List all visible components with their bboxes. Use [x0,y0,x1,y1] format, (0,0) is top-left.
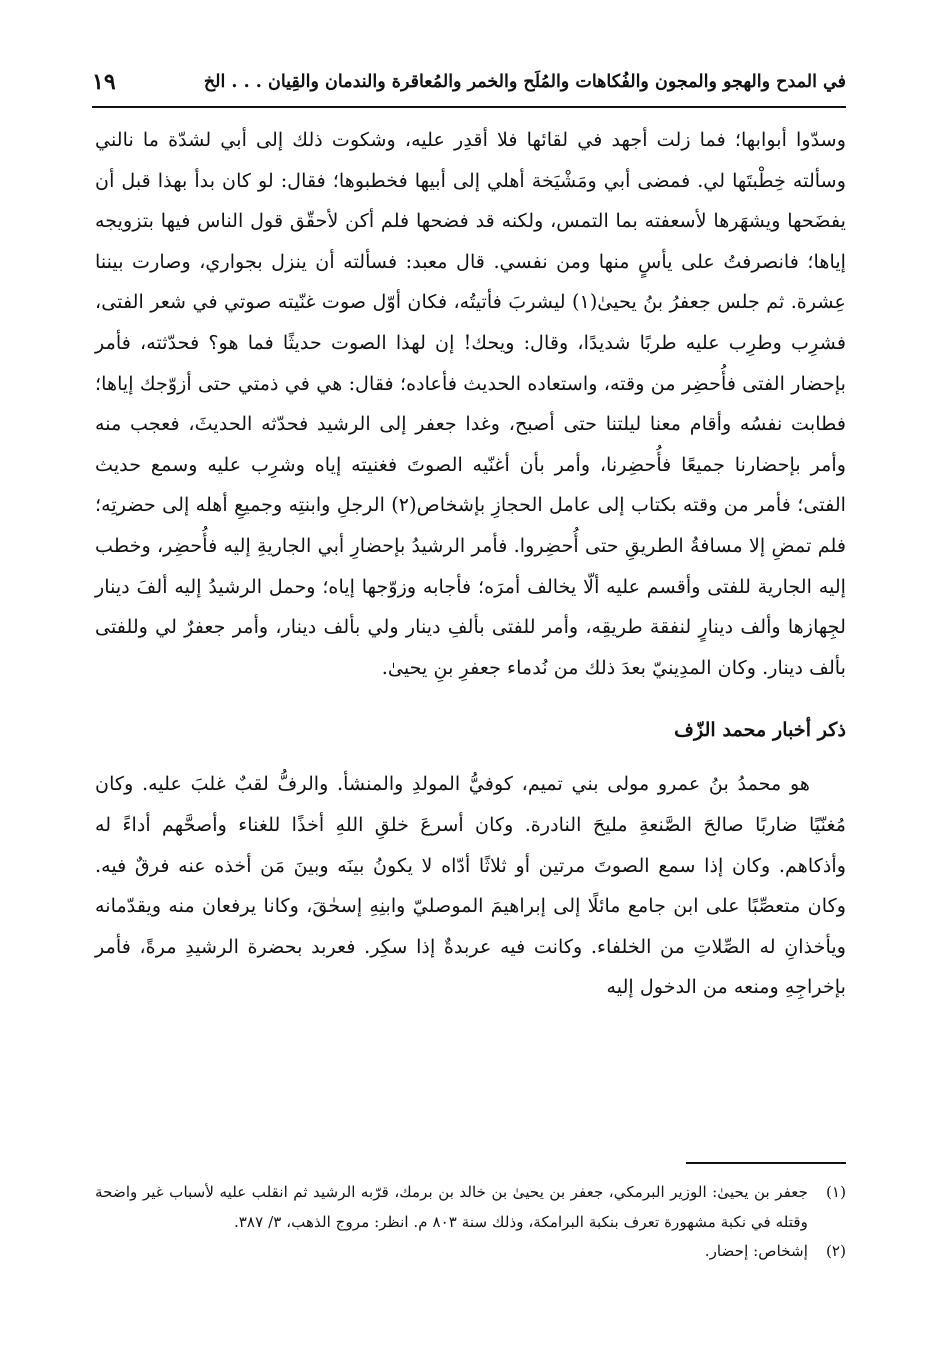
footnote-1 [95,1178,846,1237]
running-title: في المدح والهجو والمجون والفُكاهات والمُلَح والخمر والمُعاقرة والندمان والقِيان . . . الخ [203,72,846,92]
running-header [92,58,846,108]
paragraph: وسدّوا أبوابها؛ فما زلت أجهد في لقائها فلا أقدِر عليه، وشكوت ذلك إلى أبي لشدّة ما نالني وسألته خِطْبتَها لي. فمضى أبي ومَشْيَخة أهلي إلى أبيها فخطبوها؛ فقال: لو كان بدأ بهذا قبل أن يفضَحها ويشهَرها لأسعفته بما التمس، ولكنه قد فضحها فلم أكن لأحقّق قول الناس فيها بتزويجه إياها؛ فانصرفتُ على يأسٍ منها ومن نفسي. قال معبد: فسألته أن ينزل بجواري، وصارت بيننا عِشرة. ثم جلس جعفرُ بنُ يحيىٰ(١) ليشربَ فأتيتُه، فكان أوّل صوت غنّيته صوتي في شعر الفتى، فشرِب وطرِب عليه طربًا شديدًا، وقال: ويحك! إن لهذا الصوت حديثًا فما هو؟ فحدّثته، فأمر بإحضار الفتى فأُحضِر من وقته، واستعاده الحديث فأعاده؛ فقال: هي في ذمتي حتى أزوّجك إياها؛ فطابت نفسُه وأقام معنا ليلتنا حتى أصبح، وغدا جعفر إلى الرشيد فحدّثه الحديثَ، فعجب منه وأمر بإحضارنا جميعًا فأُحضِرنا، وأمر بأن أغنّيه الصوتَ فغنيته إياه وشرِب عليه وسمع حديث الفتى؛ فأمر من وقته بكتاب إلى عامل الحجازِ بإشخاص(٢) الرجلِ وابنتِه وجميعِ أهله إلى حضرتِه؛ فلم تمضِ إلا مسافةُ الطريقِ حتى أُحضِروا. فأمر الرشيدُ بإحضارِ أبي الجاريةِ إليه فأُحضِر، وخطب إليه الجارية للفتى وأقسم عليه ألّا يخالف أمرَه؛ فأجابه وزوّجها إياه؛ وحمل الرشيدُ إليه ألفَ دينار لجِهازها وألف دينارٍ لنفقة طريقِه، وأمر للفتى بألفِ دينار ولي بألف دينار، وأمر جعفرٌ لي وللفتى بألف دينار. وكان المدِينيّ بعدَ ذلك من نُدماء جعفرِ بنِ يحيىٰ. [95,128,847,679]
page-number: ١٩ [92,69,116,95]
paragraph: هو محمدُ بنُ عمرو مولى بني تميم، كوفيُّ المولدِ والمنشأ. والرفُّ لقبٌ غلبَ عليه. وكان مُغنّيًا ضاربًا صالحَ الصَّنعةِ مليحَ النادرة. وكان أسرعَ خلقِ اللهِ أخذًا للغناء وأصحَّهم أداءً له وأذكاهم. وكان إذا سمع الصوتَ مرتين أو ثلاثًا أدّاه لا يكونُ بينَه وبينَ مَن أخذه عنه فرقٌ فيه. وكان متعصِّبًا على ابن جامع مائلًا إلى إبراهيمَ الموصليّ وابنِهِ إسحٰقَ، وكانا يرفعان منه ويقدّمانه ويأخذانِ له الصِّلاتِ من الخلفاء. وكانت فيه عربدةٌ إذا سكِر. فعربد بحضرة الرشيدِ مرةً، فأمر بإخراجِهِ ومنعه من الدخول إليه [95,772,846,999]
footnote-text: جعفر بن يحيىٰ: الوزير البرمكي، جعفر بن يحيىٰ بن خالد بن برمك، قرّبه الرشيد ثم انقلب عليه لأسباب غير واضحة وقتله في نكبة مشهورة تعرف بنكبة البرامكة، وذلك سنة ٨٠٣ م. انظر: مروج الذهب، ٣/ ٣٨٧. [95,1183,808,1231]
body-text [95,120,846,1008]
footnote-2 [95,1237,846,1267]
footnote-number: (١) [825,1183,846,1201]
footnotes [95,1178,846,1267]
footnote-text: إشخاص: إحضار. [704,1242,808,1260]
footnote-divider [686,1162,846,1164]
footnote-number: (٢) [825,1242,846,1260]
section-heading: ذكر أخبار محمد الزّف [674,718,846,742]
